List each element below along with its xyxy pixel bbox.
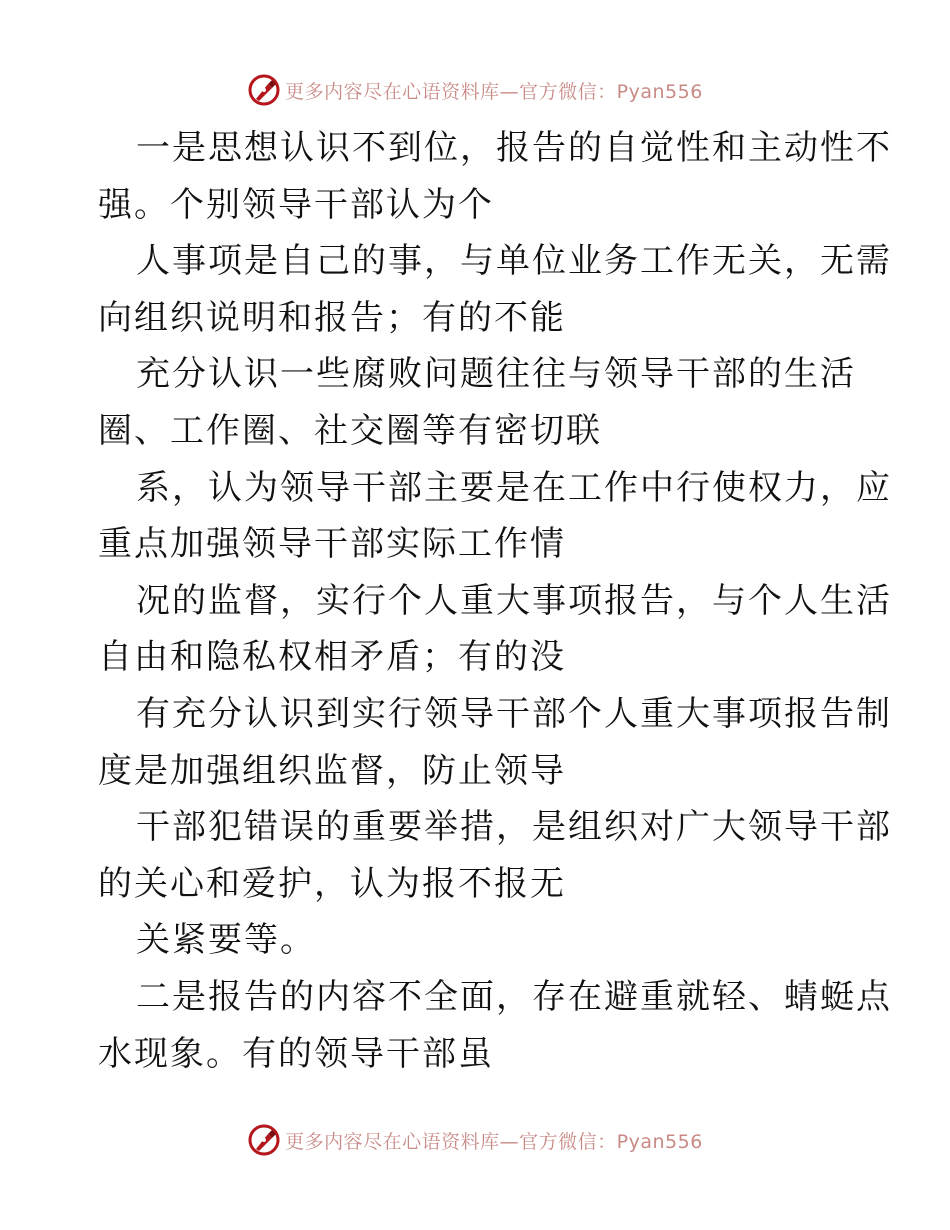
fountain-pen-logo-icon xyxy=(247,1123,281,1157)
paragraph-line: 重点加强领导干部实际工作情 xyxy=(98,524,566,565)
paragraph-line: 度是加强组织监督，防止领导 xyxy=(98,750,566,791)
paragraph-line: 有充分认识到实行领导干部个人重大事项报告制 xyxy=(136,693,892,734)
header-banner-text: 更多内容尽在心语资料库—官方微信：Pyan556 xyxy=(285,80,703,103)
paragraph-line: 况的监督，实行个人重大事项报告，与个人生活 xyxy=(136,580,892,621)
paragraph-line: 人事项是自己的事，与单位业务工作无关，无需 xyxy=(136,241,892,282)
footer-banner xyxy=(0,1120,950,1160)
header-banner xyxy=(0,70,950,110)
document-body xyxy=(98,120,892,1082)
paragraph-line: 水现象。有的领导干部虽 xyxy=(98,1033,494,1074)
paragraph-line: 自由和隐私权相矛盾；有的没 xyxy=(98,637,566,678)
paragraph-line: 二是报告的内容不全面，存在避重就轻、蜻蜓点 xyxy=(136,976,892,1017)
paragraph-line: 关紧要等。 xyxy=(136,920,316,961)
paragraph-line: 强。个别领导干部认为个 xyxy=(98,184,494,225)
paragraph-line: 系，认为领导干部主要是在工作中行使权力，应 xyxy=(136,467,892,508)
paragraph-line: 干部犯错误的重要举措，是组织对广大领导干部 xyxy=(136,807,892,848)
footer-banner-text: 更多内容尽在心语资料库—官方微信：Pyan556 xyxy=(285,1130,703,1153)
paragraph-line: 一是思想认识不到位，报告的自觉性和主动性不 xyxy=(136,128,892,168)
paragraph-line: 向组织说明和报告；有的不能 xyxy=(98,297,566,338)
paragraph-line: 充分认识一些腐败问题往往与领导干部的生活 xyxy=(136,354,856,395)
paragraph-line: 的关心和爱护，认为报不报无 xyxy=(98,863,566,904)
fountain-pen-logo-icon xyxy=(247,73,281,107)
paragraph-line: 圈、工作圈、社交圈等有密切联 xyxy=(98,410,602,451)
